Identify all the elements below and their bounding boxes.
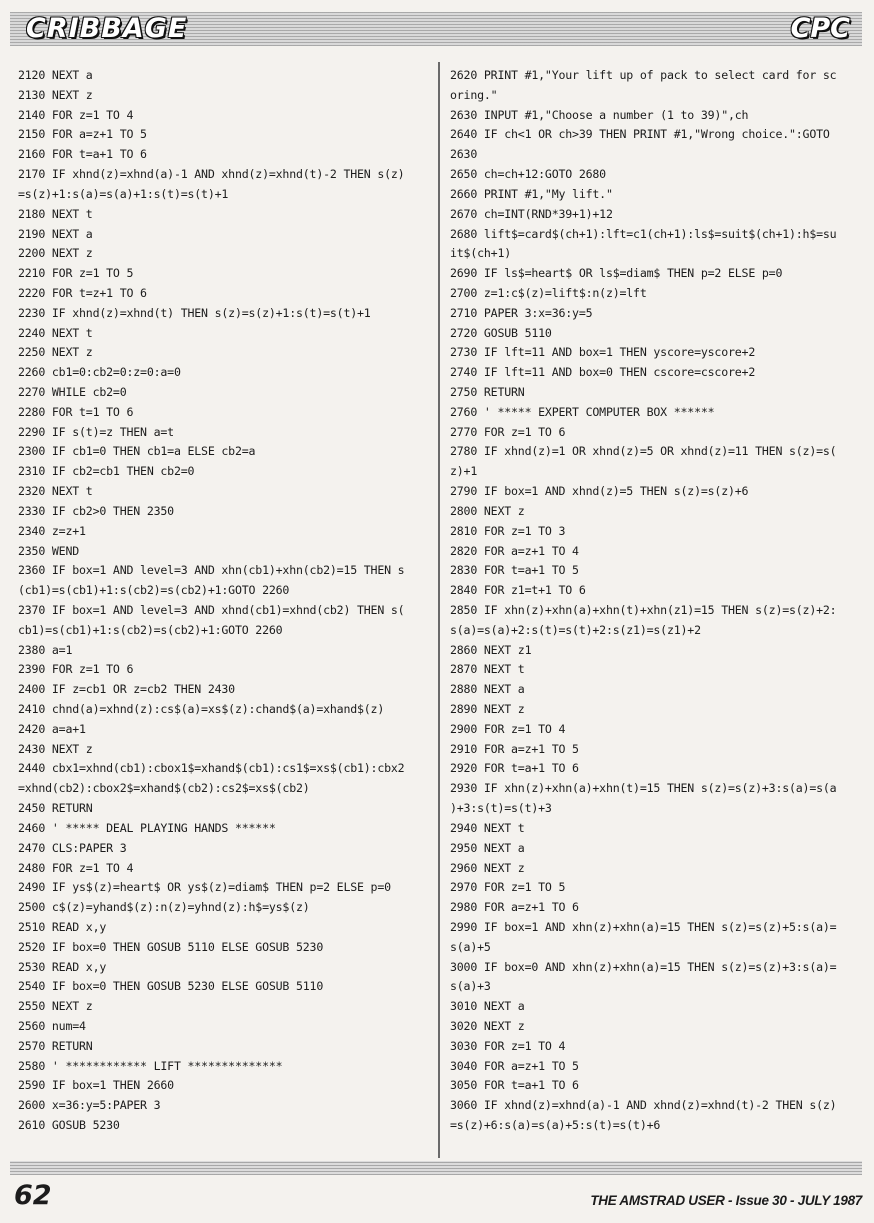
code-line: 2120 NEXT a [18, 68, 93, 82]
code-line: 2560 num=4 [18, 1019, 86, 1033]
code-line: 2620 PRINT #1,"Your lift up of pack to select card for sc [450, 68, 837, 82]
code-line: 2130 NEXT z [18, 87, 93, 102]
code-line: 2870 NEXT t [450, 662, 525, 677]
code-line: s(a)+5 [450, 939, 491, 954]
code-line: 2750 RETURN [450, 385, 525, 399]
code-line: 2390 FOR z=1 TO 6 [18, 662, 134, 677]
code-line: 2360 IF box=1 AND level=3 AND xhn(cb1)+xhn(cb2)=15 THEN s [18, 563, 405, 578]
code-line: it$(ch+1) [450, 246, 512, 261]
code-line: 3010 NEXT a [450, 999, 525, 1014]
code-line: 2780 IF xhnd(z)=1 OR xhnd(z)=5 OR xhnd(z)=11 THEN s(z)=s( [450, 444, 837, 459]
code-line: 2170 IF xhnd(z)=xhnd(a)-1 AND xhnd(z)=xhnd(t)-2 THEN s(z) [18, 167, 405, 182]
code-line: 2640 IF ch<1 OR ch>39 THEN PRINT #1,"Wrong choice.":GOTO [450, 127, 830, 142]
code-line: 3040 FOR a=z+1 TO 5 [450, 1058, 579, 1073]
publication-info: THE AMSTRAD USER - Issue 30 - JULY 1987 [590, 1193, 862, 1208]
code-line: 2380 a=1 [18, 642, 73, 657]
code-line: 2770 FOR z=1 TO 6 [450, 424, 566, 439]
code-listing-right-column [450, 66, 862, 1160]
column-divider [438, 62, 440, 1158]
code-line: 2190 NEXT a [18, 226, 93, 241]
code-line: 2850 IF xhn(z)+xhn(a)+xhn(t)+xhn(z1)=15 THEN s(z)=s(z)+2: [450, 602, 837, 617]
code-line: 2530 READ x,y [18, 959, 107, 974]
code-line: 2400 IF z=cb1 OR z=cb2 THEN 2430 [18, 682, 235, 697]
code-line: 2730 IF lft=11 AND box=1 THEN yscore=yscore+2 [450, 345, 756, 360]
code-line: 2440 cbx1=xhnd(cb1):cbox1$=xhand$(cb1):cs1$=xs$(cb1):cbx2 [18, 761, 405, 776]
code-line: 2690 IF ls$=heart$ OR ls$=diam$ THEN p=2 ELSE p=0 [450, 266, 783, 281]
code-line: 2410 chnd(a)=xhnd(z):cs$(a)=xs$(z):chand$(a)=xhand$(z) [18, 702, 385, 716]
page-header-band [10, 12, 862, 46]
code-line: 2660 PRINT #1,"My lift." [450, 186, 613, 201]
code-line: =xhnd(cb2):cbox2$=xhand$(cb2):cs2$=xs$(cb2) [18, 781, 310, 796]
code-line: 3000 IF box=0 AND xhn(z)+xhn(a)=15 THEN s(z)=s(z)+3:s(a)= [450, 959, 837, 974]
code-line: 2740 IF lft=11 AND box=0 THEN cscore=cscore+2 [450, 365, 756, 380]
code-line: 2420 a=a+1 [18, 721, 86, 736]
code-line: 2990 IF box=1 AND xhn(z)+xhn(a)=15 THEN s(z)=s(z)+5:s(a)= [450, 919, 837, 934]
code-line: 2810 FOR z=1 TO 3 [450, 523, 566, 538]
code-line: 2220 FOR t=z+1 TO 6 [18, 285, 147, 300]
code-listing-left-column [18, 66, 430, 1160]
code-line: 2370 IF box=1 AND level=3 AND xhnd(cb1)=xhnd(cb2) THEN s( [18, 602, 405, 617]
code-line: 2160 FOR t=a+1 TO 6 [18, 147, 147, 162]
code-line: 2200 NEXT z [18, 246, 93, 261]
code-line: 2880 NEXT a [450, 682, 525, 697]
code-line: 2290 IF s(t)=z THEN a=t [18, 424, 174, 439]
code-line: 2920 FOR t=a+1 TO 6 [450, 761, 579, 776]
code-line: 2300 IF cb1=0 THEN cb1=a ELSE cb2=a [18, 444, 256, 459]
code-line: 2670 ch=INT(RND*39+1)+12 [450, 206, 613, 221]
code-line: 2500 c$(z)=yhand$(z):n(z)=yhnd(z):h$=ys$(z) [18, 900, 310, 915]
code-line: 2820 FOR a=z+1 TO 4 [450, 543, 579, 558]
code-line: 2320 NEXT t [18, 484, 93, 499]
code-line: 2720 GOSUB 5110 [450, 325, 552, 340]
code-line: s(a)+3 [450, 979, 491, 994]
code-line: 2980 FOR a=z+1 TO 6 [450, 900, 579, 915]
code-line: 2910 FOR a=z+1 TO 5 [450, 741, 579, 756]
code-line: 3060 IF xhnd(z)=xhnd(a)-1 AND xhnd(z)=xhnd(t)-2 THEN s(z) [450, 1098, 837, 1113]
code-line: 2590 IF box=1 THEN 2660 [18, 1078, 174, 1093]
code-line: 2470 CLS:PAPER 3 [18, 840, 127, 855]
code-line: 2430 NEXT z [18, 741, 93, 756]
code-line: 2970 FOR z=1 TO 5 [450, 880, 566, 895]
code-line: 2830 FOR t=a+1 TO 5 [450, 563, 579, 578]
code-line: 2760 ' ***** EXPERT COMPUTER BOX ****** [450, 404, 715, 419]
code-line: 2790 IF box=1 AND xhnd(z)=5 THEN s(z)=s(z)+6 [450, 484, 749, 499]
code-line: 2340 z=z+1 [18, 523, 86, 538]
code-line: 2250 NEXT z [18, 345, 93, 360]
code-line: 2480 FOR z=1 TO 4 [18, 860, 134, 875]
code-line: s(a)=s(a)+2:s(t)=s(t)+2:s(z1)=s(z1)+2 [450, 622, 701, 637]
code-line: 2860 NEXT z1 [450, 642, 532, 657]
code-line: oring." [450, 87, 498, 102]
code-line: 2240 NEXT t [18, 325, 93, 340]
code-line: 2950 NEXT a [450, 840, 525, 855]
code-line: z)+1 [450, 464, 478, 479]
code-line: 2280 FOR t=1 TO 6 [18, 404, 134, 419]
code-line: 2310 IF cb2=cb1 THEN cb2=0 [18, 464, 195, 479]
code-line: 3030 FOR z=1 TO 4 [450, 1038, 566, 1053]
platform-tag: CPC [790, 13, 850, 44]
code-line: 3020 NEXT z [450, 1019, 525, 1033]
code-line: 2140 FOR z=1 TO 4 [18, 107, 134, 122]
code-line: 2570 RETURN [18, 1038, 93, 1053]
code-line: 2350 WEND [18, 543, 80, 558]
code-line: 2650 ch=ch+12:GOTO 2680 [450, 167, 606, 182]
code-line: 2630 [450, 147, 478, 162]
code-line: 2330 IF cb2>0 THEN 2350 [18, 503, 174, 518]
code-line: 2630 INPUT #1,"Choose a number (1 to 39)",ch [450, 107, 749, 122]
code-line: 3050 FOR t=a+1 TO 6 [450, 1078, 579, 1093]
code-line: 2210 FOR z=1 TO 5 [18, 266, 134, 281]
code-line: 2510 READ x,y [18, 919, 107, 934]
code-line: 2900 FOR z=1 TO 4 [450, 721, 566, 736]
code-line: 2580 ' ************ LIFT ************** [18, 1058, 283, 1073]
code-line: 2150 FOR a=z+1 TO 5 [18, 127, 147, 142]
code-line: cb1)=s(cb1)+1:s(cb2)=s(cb2)+1:GOTO 2260 [18, 622, 283, 637]
code-line: 2610 GOSUB 5230 [18, 1118, 120, 1133]
code-line: 2930 IF xhn(z)+xhn(a)+xhn(t)=15 THEN s(z)=s(z)+3:s(a)=s(a [450, 781, 837, 796]
code-line: 2540 IF box=0 THEN GOSUB 5230 ELSE GOSUB 5110 [18, 979, 324, 994]
code-line: )+3:s(t)=s(t)+3 [450, 801, 552, 816]
code-line: =s(z)+1:s(a)=s(a)+1:s(t)=s(t)+1 [18, 186, 229, 201]
code-line: 2840 FOR z1=t+1 TO 6 [450, 583, 586, 598]
page-number: 62 [14, 1180, 52, 1211]
code-line: (cb1)=s(cb1)+1:s(cb2)=s(cb2)+1:GOTO 2260 [18, 583, 290, 598]
code-line: 2700 z=1:c$(z)=lift$:n(z)=lft [450, 285, 647, 300]
code-line: =s(z)+6:s(a)=s(a)+5:s(t)=s(t)+6 [450, 1118, 661, 1133]
code-line: 2230 IF xhnd(z)=xhnd(t) THEN s(z)=s(z)+1:s(t)=s(t)+1 [18, 305, 371, 320]
code-line: 2270 WHILE cb2=0 [18, 385, 127, 399]
code-line: 2680 lift$=card$(ch+1):lft=c1(ch+1):ls$=suit$(ch+1):h$=su [450, 226, 837, 241]
footer-band [10, 1161, 862, 1175]
code-line: 2460 ' ***** DEAL PLAYING HANDS ****** [18, 820, 276, 835]
code-line: 2180 NEXT t [18, 206, 93, 221]
code-line: 2600 x=36:y=5:PAPER 3 [18, 1098, 161, 1113]
code-line: 2800 NEXT z [450, 503, 525, 518]
code-line: 2490 IF ys$(z)=heart$ OR ys$(z)=diam$ THEN p=2 ELSE p=0 [18, 880, 391, 895]
code-line: 2710 PAPER 3:x=36:y=5 [450, 305, 593, 320]
code-line: 2960 NEXT z [450, 860, 525, 875]
code-line: 2260 cb1=0:cb2=0:z=0:a=0 [18, 365, 181, 380]
code-line: 2940 NEXT t [450, 820, 525, 835]
code-line: 2550 NEXT z [18, 999, 93, 1014]
code-line: 2450 RETURN [18, 801, 93, 816]
code-line: 2520 IF box=0 THEN GOSUB 5110 ELSE GOSUB 5230 [18, 939, 324, 954]
article-title: CRIBBAGE [26, 13, 188, 44]
code-line: 2890 NEXT z [450, 702, 525, 716]
